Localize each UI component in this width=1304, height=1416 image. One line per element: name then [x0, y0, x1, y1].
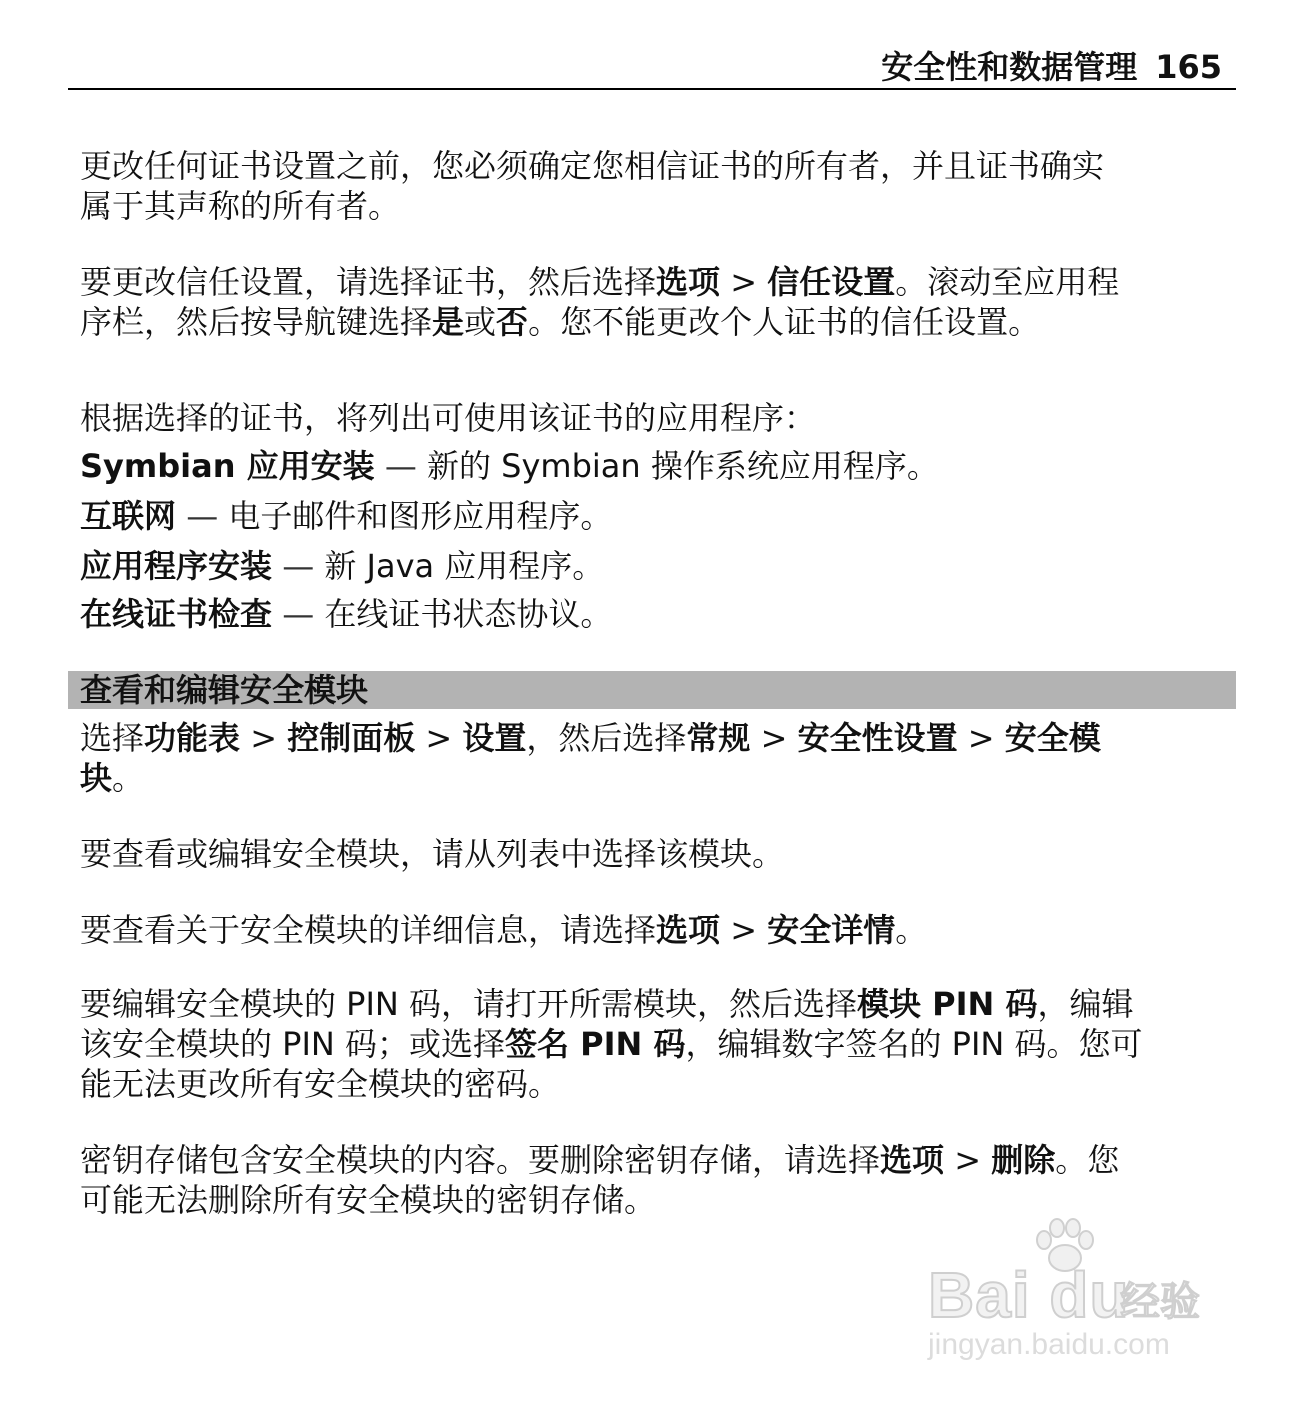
app-item — [80, 594, 612, 634]
sep: > — [720, 263, 768, 301]
options-label: 选项 — [656, 911, 721, 949]
app-item — [80, 496, 612, 536]
p2-text: 序栏，然后按导航键选择 — [80, 303, 433, 341]
p-pin-line1 — [80, 984, 1133, 1024]
p-view: 要查看或编辑安全模块，请从列表中选择该模块。 — [80, 835, 785, 873]
pin-text: 该安全模块的 PIN 码；或选择 — [80, 1025, 506, 1063]
options-label: 选项 — [656, 263, 721, 301]
pin-text: ，编辑 — [1037, 985, 1134, 1023]
page-header — [68, 46, 1236, 90]
pin-text: 要编辑安全模块的 PIN 码，请打开所需模块，然后选择 — [80, 985, 858, 1023]
watermark-brand: 经验 — [1120, 1279, 1200, 1325]
security-module-label: 块 — [80, 759, 113, 797]
app-term: Symbian 应用安装 — [80, 447, 375, 485]
app-term: 应用程序安装 — [80, 547, 273, 585]
pin-text: ，编辑数字签名的 PIN 码。您可 — [685, 1025, 1143, 1063]
key-text: 密钥存储包含安全模块的内容。要删除密钥存储，请选择 — [80, 1141, 881, 1179]
settings-label: 设置 — [462, 719, 527, 757]
app-item — [80, 446, 939, 486]
sep: > — [750, 719, 798, 757]
security-details-label: 安全详情 — [767, 911, 896, 949]
p-key-line2: 可能无法删除所有安全模块的密钥存储。 — [80, 1181, 657, 1219]
p-pin-line3: 能无法更改所有安全模块的密码。 — [80, 1065, 561, 1103]
dash: — — [176, 497, 229, 535]
p2-line1 — [80, 262, 1119, 302]
nav-text: ，然后选择 — [526, 719, 687, 757]
watermark-logo: Bai du — [928, 1259, 1130, 1331]
p-key-line1 — [80, 1140, 1119, 1180]
module-pin-label: 模块 PIN 码 — [857, 985, 1038, 1023]
watermark-url: jingyan.baidu.com — [928, 1328, 1170, 1361]
app-item — [80, 546, 604, 586]
security-module-label: 安全模 — [1004, 719, 1101, 757]
sep: > — [415, 719, 463, 757]
sep: > — [720, 911, 768, 949]
signing-pin-label: 签名 PIN 码 — [505, 1025, 686, 1063]
control-panel-label: 控制面板 — [287, 719, 416, 757]
nav-text: 。 — [112, 759, 145, 797]
page-number: 165 — [1155, 48, 1222, 86]
security-settings-label: 安全性设置 — [797, 719, 958, 757]
app-desc: 新 Java 应用程序。 — [324, 547, 605, 585]
baidu-watermark — [920, 1218, 1230, 1368]
p1-line1: 更改任何证书设置之前，您必须确定您相信证书的所有者，并且证书确实 — [80, 147, 1105, 185]
nav-line2 — [80, 758, 144, 798]
dash: — — [374, 447, 427, 485]
sep: > — [957, 719, 1005, 757]
sep: > — [240, 719, 288, 757]
dash: — — [272, 547, 325, 585]
app-desc: 在线证书状态协议。 — [324, 595, 613, 633]
p2-line2 — [80, 302, 1040, 342]
app-desc: 新的 Symbian 操作系统应用程序。 — [427, 447, 939, 485]
p2-text: 。滚动至应用程 — [895, 263, 1120, 301]
nav-text: 选择 — [80, 719, 145, 757]
no-label: 否 — [496, 303, 529, 341]
options-label: 选项 — [880, 1141, 945, 1179]
p2-text: 或 — [464, 303, 497, 341]
sep: > — [944, 1141, 992, 1179]
section-title: 查看和编辑安全模块 — [80, 671, 369, 709]
nav-line1 — [80, 718, 1101, 758]
details-text: 要查看关于安全模块的详细信息，请选择 — [80, 911, 657, 949]
general-label: 常规 — [686, 719, 751, 757]
header-title: 安全性和数据管理 — [881, 48, 1138, 86]
app-desc: 电子邮件和图形应用程序。 — [228, 497, 613, 535]
p2-text: 要更改信任设置，请选择证书，然后选择 — [80, 263, 657, 301]
p1-line2: 属于其声称的所有者。 — [80, 187, 401, 225]
apps-intro: 根据选择的证书，将列出可使用该证书的应用程序： — [80, 399, 817, 437]
dash: — — [272, 595, 325, 633]
key-text: 。您 — [1055, 1141, 1120, 1179]
section-header — [68, 671, 1236, 709]
details-text: 。 — [895, 911, 928, 949]
delete-label: 删除 — [991, 1141, 1056, 1179]
yes-label: 是 — [432, 303, 465, 341]
app-term: 在线证书检查 — [80, 595, 273, 633]
trust-settings-label: 信任设置 — [767, 263, 896, 301]
p-pin-line2 — [80, 1024, 1143, 1064]
p2-text: 。您不能更改个人证书的信任设置。 — [528, 303, 1041, 341]
app-term: 互联网 — [80, 497, 177, 535]
p-details — [80, 910, 927, 950]
menu-label: 功能表 — [144, 719, 241, 757]
header-text — [881, 46, 1222, 88]
